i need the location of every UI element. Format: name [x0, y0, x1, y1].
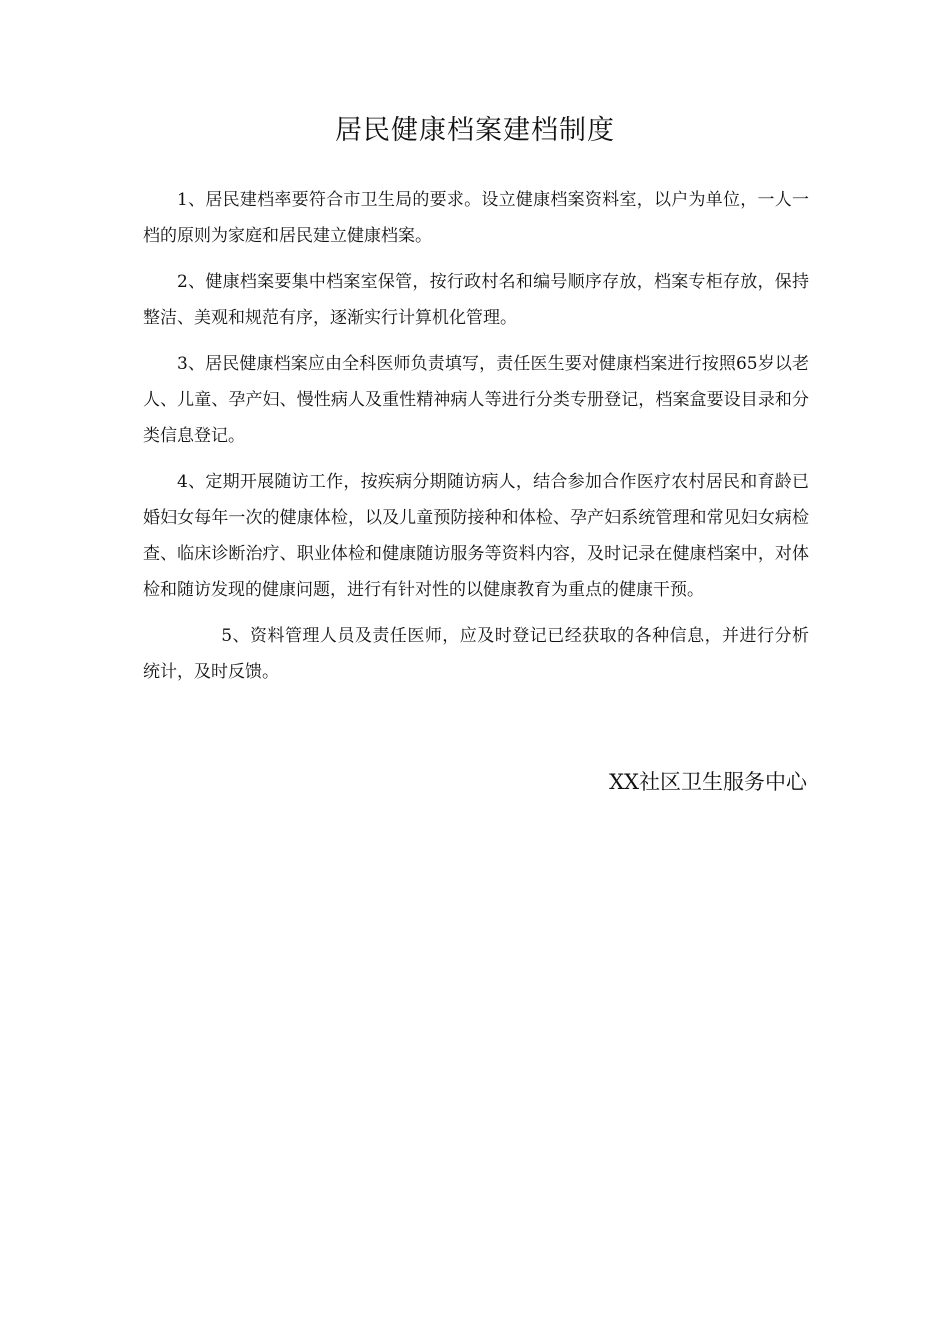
paragraph-3: 3、居民健康档案应由全科医师负责填写，责任医生要对健康档案进行按照65岁以老人、儿童、孕产妇、慢性病人及重性精神病人等进行分类专册登记，档案盒要设目录和分类信息登记。: [143, 354, 809, 446]
paragraph-1: 1、居民建档率要符合市卫生局的要求。设立健康档案资料室，以户为单位，一人一档的原则为家庭和居民建立健康档案。: [143, 190, 809, 246]
document-body: [143, 182, 809, 700]
paragraph-5: 5、资料管理人员及责任医师，应及时登记已经获取的各种信息，并进行分析统计，及时反馈。: [143, 626, 809, 682]
document-title: 居民健康档案建档制度: [335, 115, 615, 146]
paragraph-2: 2、健康档案要集中档案室保管，按行政村名和编号顺序存放，档案专柜存放，保持整洁、美观和规范有序，逐渐实行计算机化管理。: [143, 272, 809, 328]
paragraph-4: 4、定期开展随访工作，按疾病分期随访病人，结合参加合作医疗农村居民和育龄已婚妇女每年一次的健康体检，以及儿童预防接种和体检、孕产妇系统管理和常见妇女病检查、临床诊断治疗、职业体检和健康随访服务等资料内容，及时记录在健康档案中，对体检和随访发现的健康问题，进行有针对性的以健康教育为重点的健康干预。: [143, 472, 809, 600]
document-signature: XX社区卫生服务中心: [609, 770, 807, 794]
